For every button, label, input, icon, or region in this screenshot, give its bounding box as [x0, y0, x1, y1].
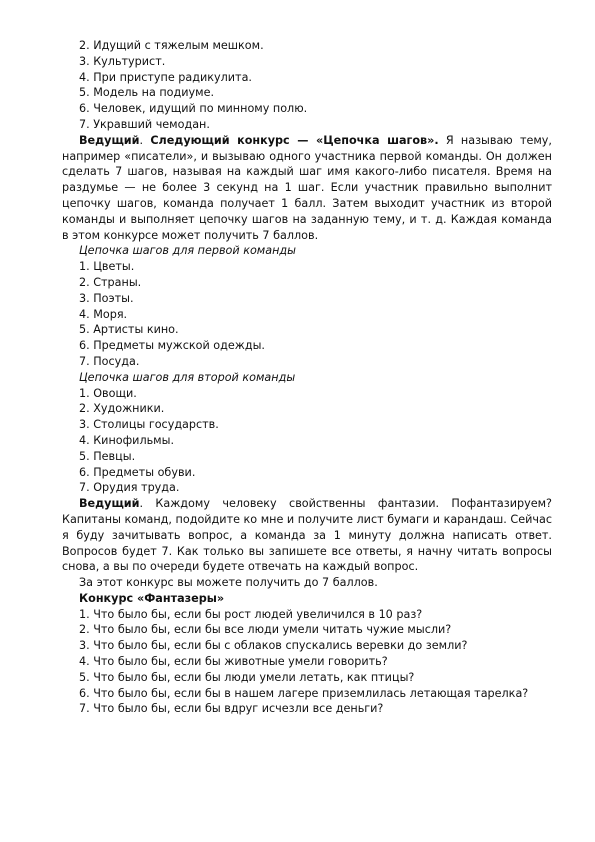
list-item: 4. Моря. [79, 307, 128, 321]
speaker-sep: . [139, 133, 151, 147]
document-page [62, 38, 552, 717]
list-item: 1. Овощи. [79, 386, 137, 400]
list-item: 2. Художники. [79, 402, 165, 416]
paragraph-text: . Каждому человеку свойственны фантазии. Пофантазируем? Капитаны команд, подойдите ко мне и получите лист бумаги и карандаш. Сейчас я буду зачитывать вопрос, а команда за 1 минуту должна написать ответ. Вопросов будет 7. Как только вы запишете все ответы, я начну читать вопросы снова, а вы по очереди будете отвечать на каждый вопрос. [62, 497, 552, 574]
list-item: 1. Цветы. [79, 260, 135, 274]
paragraph-text: Я называю тему, например «писатели», и вызываю одного участника первой команды. Он должен сделать 7 шагов, называя на каждый шаг имя какого-либо писателя. Время на раздумье — не более 3 секунд на 1 шаг. Если участник правильно выполнит цепочку шагов, команда получает 1 балл. Затем выходит участник из второй команды и выполняет цепочку шагов на заданную тему, и т. д. Каждая команда в этом конкурсе может получить 7 баллов. [62, 133, 552, 242]
list-top [62, 38, 552, 133]
question-item: 3. Что было бы, если бы с облаков спускались веревки до земли? [79, 639, 468, 653]
question-item: 2. Что было бы, если бы все люди умели читать чужие мысли? [79, 623, 452, 637]
speaker-label: Ведущий [79, 133, 140, 147]
list-item: 6. Предметы обуви. [79, 465, 196, 479]
list-item: 2. Идущий с тяжелым мешком. [79, 39, 264, 52]
list-item: 6. Предметы мужской одежды. [79, 339, 265, 353]
question-item-6: 6. Что было бы, если бы в нашем лагере приземлилась летающая тарелка? [79, 686, 529, 700]
list-item: 5. Артисты кино. [79, 323, 179, 337]
list-item: 7. Орудия труда. [79, 481, 180, 495]
list-item: 4. Кинофильмы. [79, 433, 175, 447]
team1-heading: Цепочка шагов для первой команды [79, 244, 296, 258]
list-item: 2. Страны. [79, 275, 142, 289]
list-item: 3. Поэты. [79, 291, 134, 305]
paragraph-fantasy [62, 496, 552, 575]
contest-intro: Следующий конкурс — «Цепочка шагов». [150, 133, 439, 147]
questions-list [62, 607, 552, 686]
question-item-7: 7. Что было бы, если бы вдруг исчезли все деньги? [79, 702, 384, 716]
question-item: 1. Что было бы, если бы рост людей увеличился в 10 раз? [79, 607, 423, 621]
list-item: 7. Укравший чемодан. [79, 117, 210, 131]
paragraph-chain-contest [62, 133, 552, 244]
question-item: 5. Что было бы, если бы люди умели летать, как птицы? [79, 670, 415, 684]
list-item: 4. При приступе радикулита. [79, 70, 252, 84]
list-item: 7. Посуда. [79, 354, 140, 368]
team1-list [62, 259, 552, 370]
list-item: 5. Певцы. [79, 449, 136, 463]
list-item: 6. Человек, идущий по минному полю. [79, 102, 308, 116]
list-item: 3. Культурист. [79, 54, 166, 68]
contest-title: Конкурс «Фантазеры» [79, 591, 225, 605]
list-item: 5. Модель на подиуме. [79, 86, 215, 100]
points-note: За этот конкурс вы можете получить до 7 баллов. [79, 576, 378, 590]
team2-list [62, 386, 552, 497]
list-item: 3. Столицы государств. [79, 418, 219, 432]
speaker-label: Ведущий [79, 497, 140, 511]
question-item: 4. Что было бы, если бы животные умели говорить? [79, 655, 388, 669]
team2-heading: Цепочка шагов для второй команды [79, 370, 296, 384]
